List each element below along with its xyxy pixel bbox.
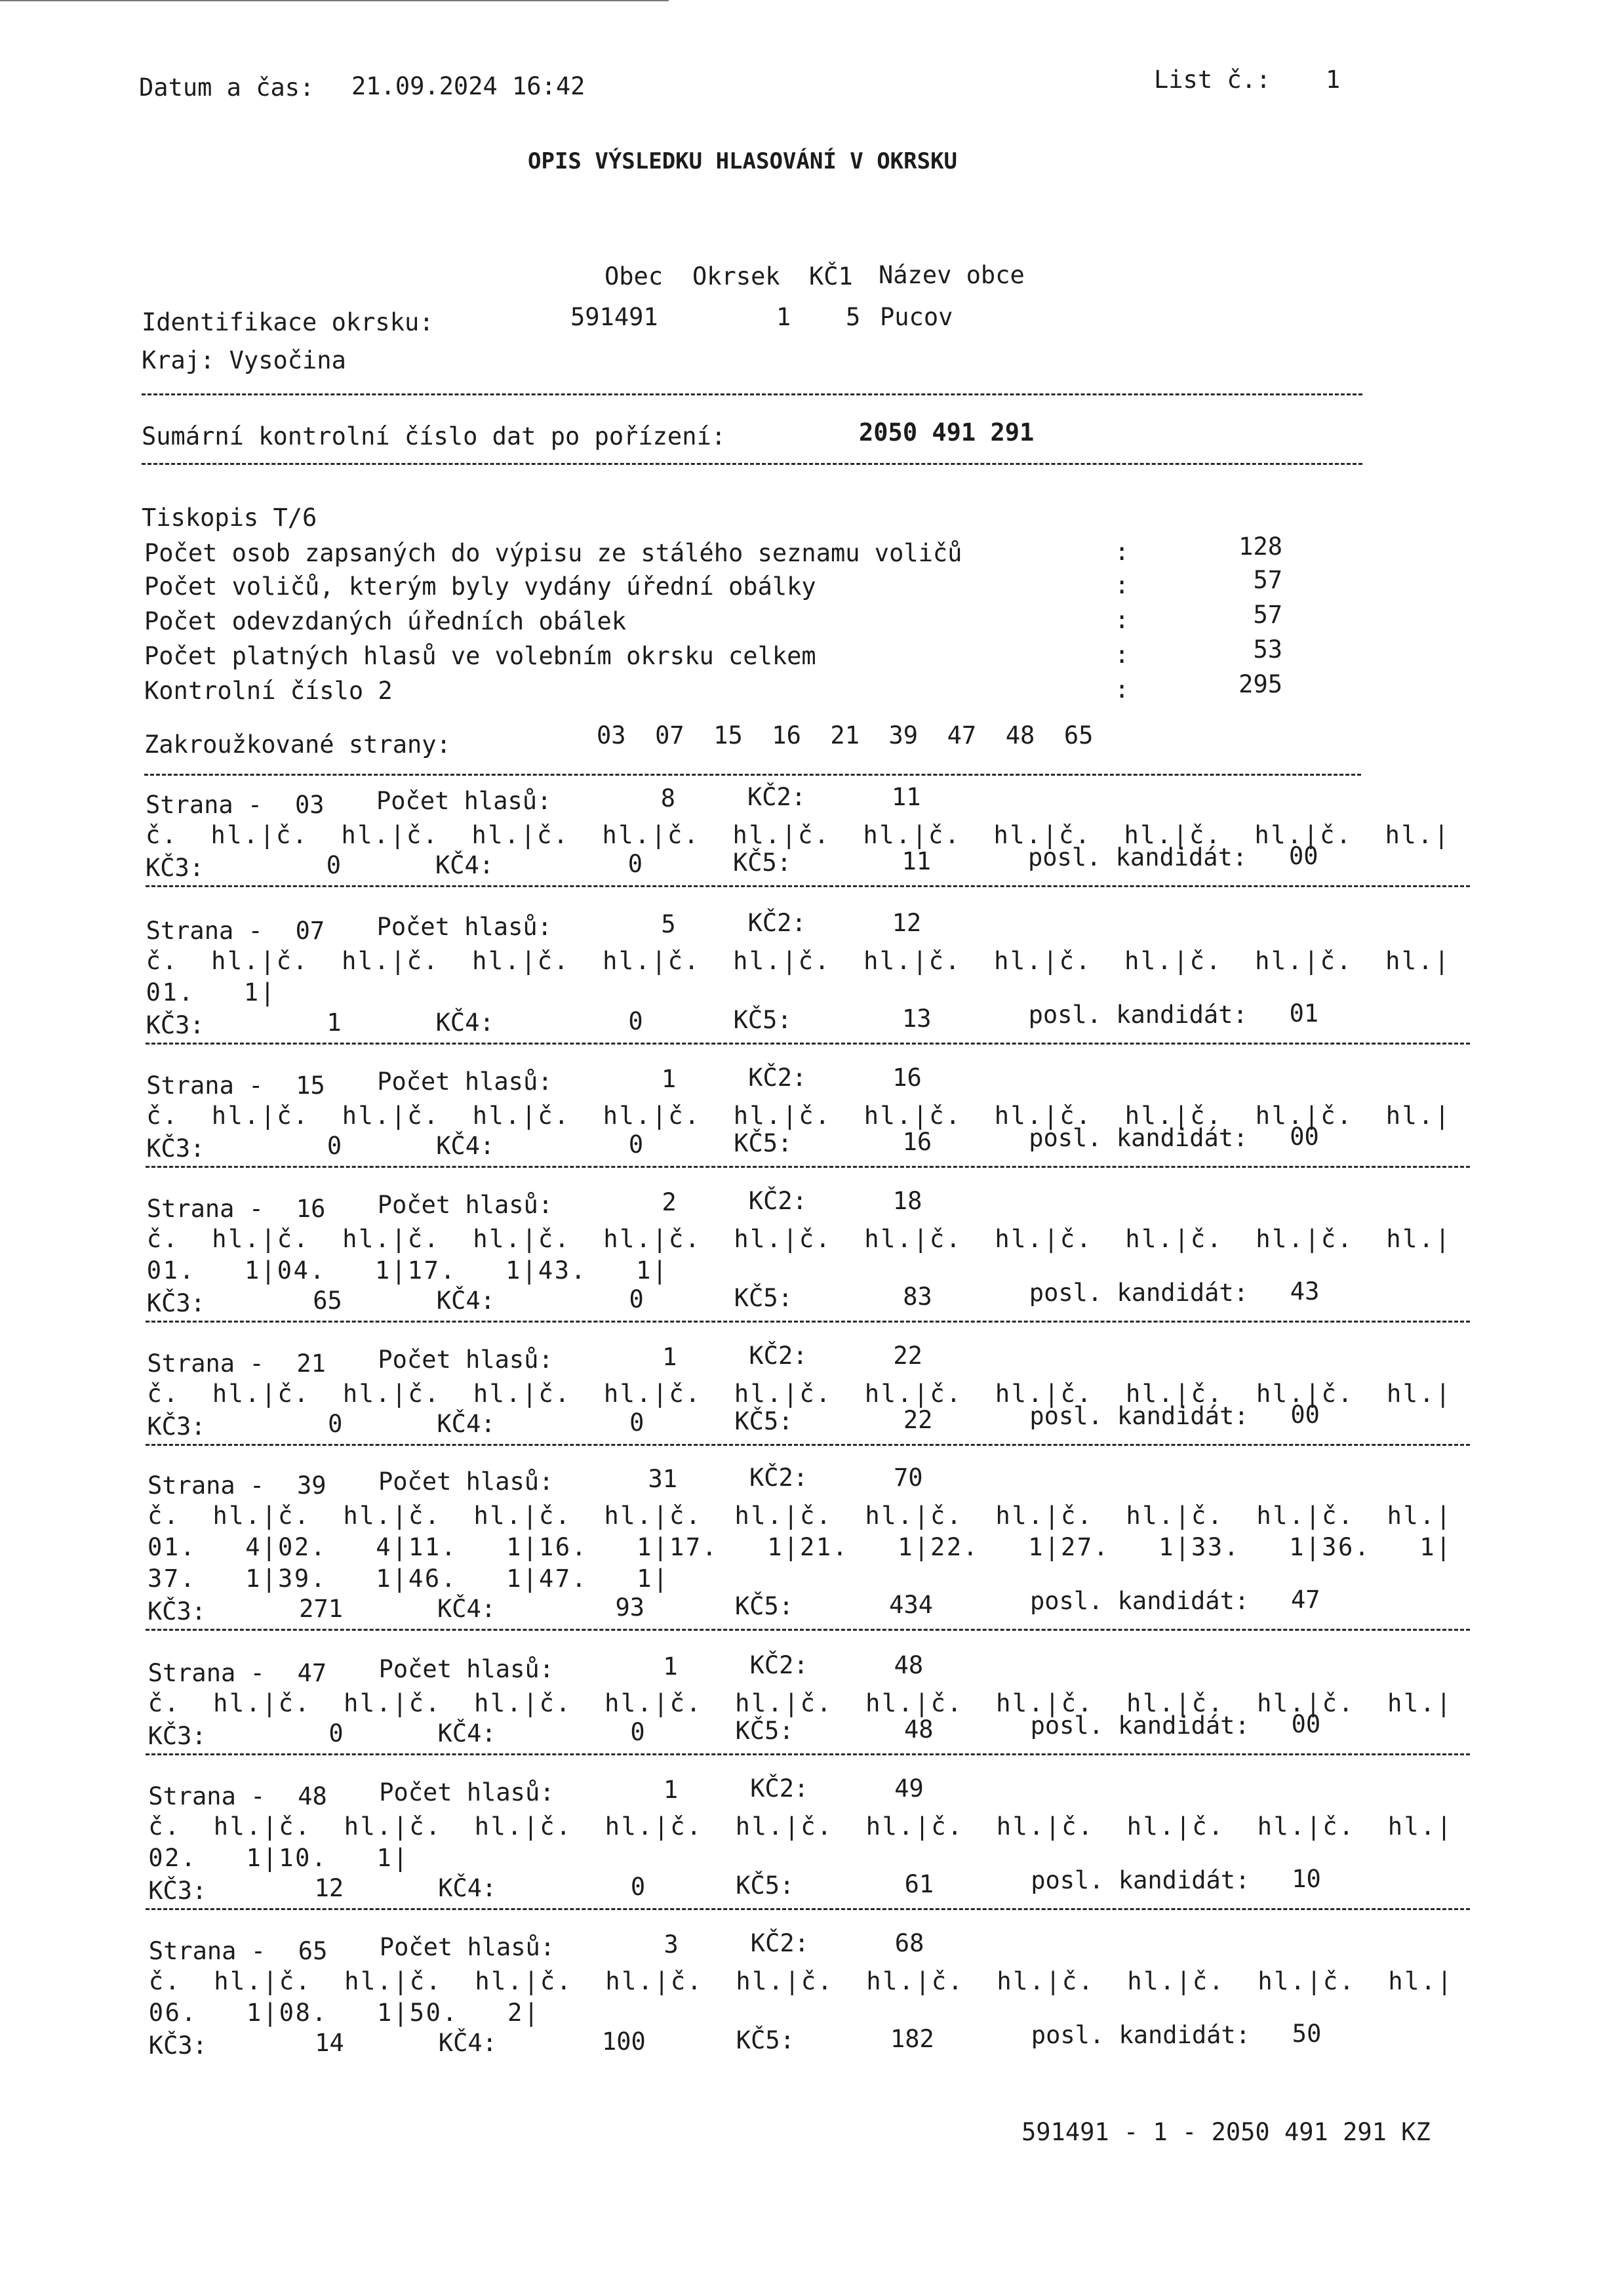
kc5-value: 61 [904, 1870, 934, 1898]
kc2-label: KČ2: [749, 1342, 808, 1370]
kc3-value: 0 [326, 851, 341, 879]
kc5-label: KČ5: [733, 848, 792, 877]
form-title: Tiskopis T/6 [142, 504, 317, 532]
party-number: 21 [296, 1349, 326, 1378]
candidate-votes-row: 01. 1|04. 1|17. 1|43. 1| [146, 1256, 669, 1285]
kc2-label: KČ2: [750, 1774, 809, 1803]
kc5-value: 13 [902, 1005, 932, 1033]
kc2-label: KČ2: [747, 783, 806, 811]
candidate-header: č. hl.|č. hl.|č. hl.|č. hl.|č. hl.|č. hl.|č. hl.|č. hl.|č. hl.|č. hl.| [146, 1225, 1452, 1253]
votes-label: Počet hlasů: [377, 1191, 553, 1219]
last-candidate-value: 01 [1289, 999, 1319, 1028]
form-row-colon: : [1115, 571, 1130, 599]
kc2-value: 68 [894, 1929, 924, 1957]
votes-value: 2 [662, 1188, 677, 1216]
last-candidate-label: posl. kandidát: [1030, 1587, 1250, 1615]
form-row-value: 53 [1253, 635, 1282, 664]
party-number: 47 [297, 1659, 327, 1687]
kc5-value: 434 [889, 1591, 933, 1619]
kc2-value: 16 [892, 1064, 922, 1092]
sheet-number: 1 [1326, 66, 1341, 94]
kc4-value: 0 [628, 1007, 643, 1035]
last-candidate-value: 10 [1292, 1865, 1321, 1893]
kc4-label: KČ4: [437, 1719, 496, 1747]
form-row-label: Počet osob zapsaných do výpisu ze stálého seznamu voličů [144, 539, 962, 567]
kc2-label: KČ2: [749, 1464, 808, 1492]
form-row-value: 57 [1253, 601, 1282, 629]
party-label: Strana - [148, 1659, 265, 1687]
kc5-label: KČ5: [733, 1006, 792, 1034]
party-number: 07 [295, 917, 325, 945]
votes-value: 1 [662, 1343, 677, 1371]
kc2-label: KČ2: [748, 1187, 807, 1215]
party-number: 48 [298, 1782, 327, 1810]
kc2-value: 70 [894, 1464, 923, 1492]
party-label: Strana - [148, 1937, 266, 1965]
summary-checksum-value: 2050 491 291 [859, 418, 1035, 447]
candidate-header: č. hl.|č. hl.|č. hl.|č. hl.|č. hl.|č. hl.|č. hl.|č. hl.|č. hl.|č. hl.| [146, 947, 1451, 975]
candidate-header: č. hl.|č. hl.|č. hl.|č. hl.|č. hl.|č. hl.|č. hl.|č. hl.|č. hl.|č. hl.| [146, 821, 1451, 849]
kc3-value: 14 [315, 2029, 344, 2057]
kc5-value: 83 [903, 1283, 932, 1311]
votes-value: 1 [663, 1652, 678, 1681]
circled-parties-values: 03 07 15 16 21 39 47 48 65 [597, 721, 1094, 749]
kc3-label: KČ3: [146, 1289, 205, 1317]
votes-value: 1 [661, 1065, 677, 1093]
header-kc1: KČ1 [809, 262, 853, 290]
party-label: Strana - [148, 1471, 265, 1500]
last-candidate-value: 43 [1290, 1277, 1320, 1306]
kc4-label: KČ4: [437, 1595, 496, 1623]
party-number: 16 [296, 1195, 326, 1223]
kc4-label: KČ4: [437, 1410, 496, 1438]
party-label: Strana - [146, 1195, 264, 1223]
separator [146, 1753, 1470, 1755]
form-row-label: Počet voličů, kterým byly vydány úřední obálky [144, 572, 816, 601]
kc3-value: 0 [328, 1410, 343, 1438]
party-label: Strana - [147, 1349, 264, 1378]
kc5-label: KČ5: [734, 1407, 793, 1435]
form-row-label: Kontrolní číslo 2 [144, 677, 393, 705]
candidate-votes-row: 01. 4|02. 4|11. 1|16. 1|17. 1|21. 1|22. 1|27. 1|33. 1|36. 1| [148, 1533, 1453, 1561]
separator [146, 885, 1470, 887]
scan-edge-line [0, 0, 669, 1]
candidate-votes-row: 01. 1| [146, 978, 277, 1007]
party-label: Strana - [146, 791, 263, 819]
votes-value: 8 [660, 784, 675, 812]
last-candidate-value: 00 [1290, 1401, 1320, 1429]
kc2-value: 49 [894, 1774, 924, 1803]
separator [146, 1321, 1470, 1323]
separator [146, 1629, 1470, 1631]
datetime-value: 21.09.2024 16:42 [351, 72, 585, 100]
kc5-label: KČ5: [736, 1871, 795, 1900]
votes-label: Počet hlasů: [376, 787, 552, 815]
kc2-value: 48 [894, 1651, 924, 1679]
kc3-value: 0 [328, 1719, 344, 1747]
header-obec: Obec [604, 262, 663, 290]
kc5-value: 11 [901, 847, 931, 875]
separator [142, 393, 1362, 395]
circled-parties-label: Zakroužkované strany: [144, 730, 451, 759]
party-label: Strana - [146, 917, 263, 945]
kc2-value: 12 [892, 909, 922, 937]
last-candidate-label: posl. kandidát: [1031, 1866, 1250, 1894]
kc3-value: 12 [314, 1874, 344, 1902]
kc4-label: KČ4: [438, 2029, 497, 2057]
header-okrsek: Okrsek [692, 262, 780, 290]
kc4-value: 100 [601, 2027, 646, 2056]
last-candidate-label: posl. kandidát: [1028, 1001, 1248, 1029]
candidate-header: č. hl.|č. hl.|č. hl.|č. hl.|č. hl.|č. hl.|č. hl.|č. hl.|č. hl.|č. hl.| [148, 1502, 1453, 1530]
party-number: 03 [295, 791, 325, 819]
form-row-value: 57 [1253, 566, 1282, 594]
party-label: Strana - [146, 1071, 264, 1100]
kc3-label: KČ3: [148, 2031, 207, 2060]
form-row-value: 128 [1238, 532, 1282, 561]
datetime-label: Datum a čas: [139, 73, 315, 102]
party-number: 15 [296, 1071, 325, 1100]
candidate-header: č. hl.|č. hl.|č. hl.|č. hl.|č. hl.|č. hl.|č. hl.|č. hl.|č. hl.|č. hl.| [148, 1812, 1454, 1841]
votes-label: Počet hlasů: [379, 1778, 555, 1806]
kc3-label: KČ3: [146, 854, 205, 882]
kc3-label: KČ3: [148, 1597, 207, 1626]
kc3-label: KČ3: [147, 1412, 206, 1441]
candidate-header: č. hl.|č. hl.|č. hl.|č. hl.|č. hl.|č. hl.|č. hl.|č. hl.|č. hl.|č. hl.| [148, 1967, 1454, 1995]
kc2-label: KČ2: [748, 1064, 807, 1092]
kc2-value: 18 [892, 1187, 922, 1215]
kc5-value: 22 [903, 1406, 933, 1434]
candidate-votes-row: 06. 1|08. 1|50. 2| [148, 1999, 540, 2027]
last-candidate-value: 00 [1291, 1710, 1321, 1738]
last-candidate-value: 00 [1290, 1123, 1319, 1151]
kc3-value: 65 [313, 1287, 342, 1315]
kc1-value: 5 [846, 303, 861, 331]
party-label: Strana - [148, 1782, 266, 1810]
form-row-colon: : [1115, 675, 1130, 704]
votes-label: Počet hlasů: [378, 1467, 554, 1496]
kc3-value: 1 [327, 1008, 342, 1037]
form-row-colon: : [1115, 606, 1130, 634]
form-row-colon: : [1115, 641, 1130, 669]
separator [146, 1908, 1470, 1910]
votes-label: Počet hlasů: [376, 913, 552, 941]
kc4-value: 0 [630, 1873, 646, 1901]
candidate-header: č. hl.|č. hl.|č. hl.|č. hl.|č. hl.|č. hl.|č. hl.|č. hl.|č. hl.|č. hl.| [148, 1689, 1453, 1717]
kc4-label: KČ4: [436, 1132, 495, 1160]
okrsek-number: 1 [776, 303, 791, 331]
kc3-label: KČ3: [146, 1134, 205, 1163]
kc4-value: 0 [629, 1285, 644, 1313]
kc4-label: KČ4: [436, 1287, 495, 1315]
kc4-value: 93 [615, 1593, 644, 1622]
kc4-value: 0 [627, 850, 643, 878]
region: Kraj: Vysočina [142, 346, 346, 374]
kc2-value: 22 [893, 1342, 922, 1370]
summary-checksum-label: Sumární kontrolní číslo dat po pořízení: [142, 422, 726, 450]
party-number: 65 [298, 1937, 328, 1965]
last-candidate-label: posl. kandidát: [1029, 1279, 1248, 1307]
form-row-value: 295 [1238, 670, 1282, 698]
candidate-votes-row: 02. 1|10. 1| [148, 1844, 410, 1872]
votes-value: 5 [661, 910, 676, 938]
kc3-label: KČ3: [148, 1722, 207, 1750]
candidate-header: č. hl.|č. hl.|č. hl.|č. hl.|č. hl.|č. hl.|č. hl.|č. hl.|č. hl.|č. hl.| [147, 1380, 1452, 1408]
kc5-label: KČ5: [735, 1717, 794, 1745]
last-candidate-label: posl. kandidát: [1028, 843, 1248, 871]
kc5-label: KČ5: [734, 1284, 793, 1312]
votes-label: Počet hlasů: [378, 1346, 553, 1374]
separator [146, 1166, 1470, 1168]
kc2-label: KČ2: [750, 1929, 809, 1957]
obec-code: 591491 [570, 303, 658, 331]
kc5-label: KČ5: [735, 1592, 794, 1620]
kc4-value: 0 [630, 1718, 645, 1746]
kc3-value: 271 [299, 1595, 343, 1623]
votes-value: 1 [663, 1776, 679, 1804]
votes-value: 3 [663, 1930, 679, 1959]
form-row-label: Počet odevzdaných úředních obálek [144, 607, 627, 635]
kc4-value: 0 [628, 1130, 644, 1159]
kc5-value: 16 [902, 1128, 932, 1156]
kc5-value: 182 [890, 2025, 934, 2053]
footer-identifier: 591491 - 1 - 2050 491 291 KZ [1021, 2118, 1431, 2146]
kc4-label: KČ4: [435, 851, 494, 879]
last-candidate-label: posl. kandidát: [1031, 2021, 1250, 2049]
document-title: OPIS VÝSLEDKU HLASOVÁNÍ V OKRSKU [528, 148, 958, 174]
kc5-label: KČ5: [736, 2026, 795, 2054]
votes-value: 31 [648, 1465, 677, 1493]
last-candidate-label: posl. kandidát: [1029, 1402, 1249, 1430]
votes-label: Počet hlasů: [379, 1933, 555, 1961]
kc2-label: KČ2: [747, 909, 806, 937]
kc3-label: KČ3: [148, 1877, 207, 1905]
kc2-value: 11 [892, 783, 921, 811]
last-candidate-value: 00 [1289, 842, 1318, 870]
municipality-name: Pucov [880, 303, 953, 331]
last-candidate-value: 47 [1291, 1586, 1320, 1614]
identification-label: Identifikace okrsku: [142, 308, 434, 336]
kc3-label: KČ3: [146, 1011, 205, 1039]
form-row-label: Počet platných hlasů ve volebním okrsku celkem [144, 642, 816, 670]
last-candidate-label: posl. kandidát: [1030, 1711, 1250, 1740]
separator [146, 1043, 1470, 1045]
candidate-header: č. hl.|č. hl.|č. hl.|č. hl.|č. hl.|č. hl.|č. hl.|č. hl.|č. hl.|č. hl.| [146, 1102, 1452, 1130]
separator [144, 774, 1361, 776]
kc5-label: KČ5: [734, 1129, 793, 1157]
header-nazev: Název obce [879, 261, 1025, 289]
kc3-value: 0 [327, 1132, 342, 1160]
kc2-label: KČ2: [749, 1651, 808, 1679]
kc4-value: 0 [629, 1408, 644, 1437]
kc5-value: 48 [904, 1715, 934, 1744]
form-row-colon: : [1115, 538, 1130, 566]
votes-label: Počet hlasů: [377, 1068, 553, 1096]
separator [142, 463, 1362, 465]
last-candidate-label: posl. kandidát: [1029, 1124, 1248, 1152]
party-number: 39 [297, 1471, 327, 1500]
separator [146, 1444, 1470, 1446]
last-candidate-value: 50 [1292, 2020, 1322, 2048]
sheet-label: List č.: [1154, 66, 1271, 94]
candidate-votes-row: 37. 1|39. 1|46. 1|47. 1| [148, 1565, 670, 1593]
kc4-label: KČ4: [438, 1874, 497, 1902]
kc4-label: KČ4: [435, 1008, 494, 1037]
votes-label: Počet hlasů: [378, 1655, 554, 1683]
